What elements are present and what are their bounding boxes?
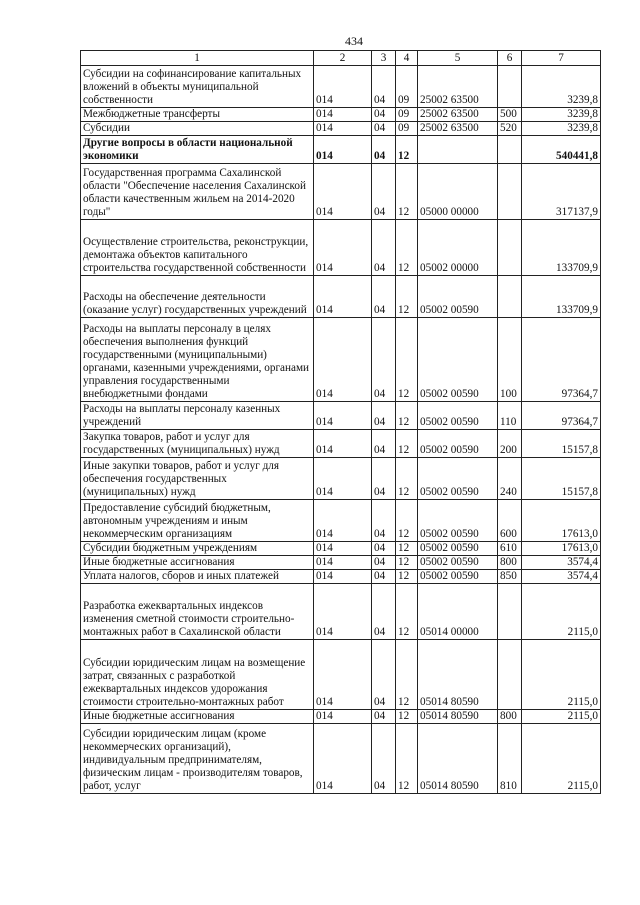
subsection-code-cell: 12 <box>396 556 418 570</box>
subsection-code-cell: 09 <box>396 108 418 122</box>
expense-type-cell: 520 <box>498 122 522 136</box>
subsection-code-cell: 12 <box>396 318 418 402</box>
target-code-cell: 05000 00000 <box>418 164 498 220</box>
target-code-cell: 05014 80590 <box>418 724 498 794</box>
target-code-cell: 05002 00590 <box>418 430 498 458</box>
row-name-cell: Иные закупки товаров, работ и услуг для обеспечения государственных (муниципальных) нужд <box>81 458 314 500</box>
amount-cell: 317137,9 <box>522 164 601 220</box>
target-code-cell: 05014 80590 <box>418 640 498 710</box>
table-row <box>81 556 601 570</box>
table-row <box>81 108 601 122</box>
table-row <box>81 724 601 794</box>
target-code-cell: 25002 63500 <box>418 66 498 108</box>
table-row <box>81 220 601 276</box>
subsection-code-cell: 12 <box>396 220 418 276</box>
admin-code-cell: 014 <box>314 570 372 584</box>
table-row <box>81 66 601 108</box>
section-code-cell: 04 <box>372 640 396 710</box>
table-row <box>81 430 601 458</box>
admin-code-cell: 014 <box>314 276 372 318</box>
admin-code-cell: 014 <box>314 710 372 724</box>
amount-cell: 97364,7 <box>522 318 601 402</box>
row-name-cell: Субсидии бюджетным учреждениям <box>81 542 314 556</box>
subsection-code-cell: 12 <box>396 640 418 710</box>
admin-code-cell: 014 <box>314 122 372 136</box>
expense-type-cell: 200 <box>498 430 522 458</box>
amount-cell: 540441,8 <box>522 136 601 164</box>
section-code-cell: 04 <box>372 220 396 276</box>
target-code-cell: 05002 00590 <box>418 570 498 584</box>
admin-code-cell: 014 <box>314 500 372 542</box>
expense-type-cell <box>498 276 522 318</box>
table-row <box>81 122 601 136</box>
row-name-cell: Разработка ежеквартальных индексов изменения сметной стоимости строительно-монтажных работ в Сахалинской области <box>81 584 314 640</box>
budget-table <box>80 50 601 794</box>
column-header: 6 <box>498 51 522 66</box>
row-name-cell: Осуществление строительства, реконструкции, демонтажа объектов капитального строительства государственной собственности <box>81 220 314 276</box>
row-name-cell: Другие вопросы в области национальной экономики <box>81 136 314 164</box>
section-code-cell: 04 <box>372 570 396 584</box>
row-name-cell: Субсидии на софинансирование капитальных вложений в объекты муниципальной собственности <box>81 66 314 108</box>
table-row <box>81 640 601 710</box>
admin-code-cell: 014 <box>314 640 372 710</box>
row-name-cell: Иные бюджетные ассигнования <box>81 556 314 570</box>
section-code-cell: 04 <box>372 276 396 318</box>
amount-cell: 15157,8 <box>522 458 601 500</box>
admin-code-cell: 014 <box>314 66 372 108</box>
admin-code-cell: 014 <box>314 220 372 276</box>
row-name-cell: Расходы на выплаты персоналу в целях обеспечения выполнения функций государственными (муниципальными) органами, казенными учреждениями, органами управления государственными внебюджетными фондами <box>81 318 314 402</box>
column-header: 4 <box>396 51 418 66</box>
expense-type-cell: 600 <box>498 500 522 542</box>
subsection-code-cell: 12 <box>396 570 418 584</box>
row-name-cell: Закупка товаров, работ и услуг для государственных (муниципальных) нужд <box>81 430 314 458</box>
column-header: 5 <box>418 51 498 66</box>
section-code-cell: 04 <box>372 108 396 122</box>
row-name-cell: Расходы на выплаты персоналу казенных учреждений <box>81 402 314 430</box>
amount-cell: 17613,0 <box>522 500 601 542</box>
expense-type-cell: 110 <box>498 402 522 430</box>
target-code-cell: 05002 00590 <box>418 500 498 542</box>
amount-cell: 3574,4 <box>522 556 601 570</box>
amount-cell: 133709,9 <box>522 276 601 318</box>
row-name-cell: Субсидии <box>81 122 314 136</box>
section-code-cell: 04 <box>372 122 396 136</box>
table-row <box>81 164 601 220</box>
subsection-code-cell: 12 <box>396 430 418 458</box>
subsection-code-cell: 12 <box>396 500 418 542</box>
subsection-code-cell: 12 <box>396 164 418 220</box>
subsection-code-cell: 12 <box>396 276 418 318</box>
expense-type-cell <box>498 584 522 640</box>
expense-type-cell <box>498 640 522 710</box>
column-header: 3 <box>372 51 396 66</box>
column-header: 2 <box>314 51 372 66</box>
amount-cell: 133709,9 <box>522 220 601 276</box>
subsection-code-cell: 09 <box>396 66 418 108</box>
amount-cell: 2115,0 <box>522 640 601 710</box>
target-code-cell: 05002 00590 <box>418 458 498 500</box>
expense-type-cell: 240 <box>498 458 522 500</box>
expense-type-cell: 810 <box>498 724 522 794</box>
amount-cell: 2115,0 <box>522 710 601 724</box>
target-code-cell: 05002 00590 <box>418 402 498 430</box>
expense-type-cell <box>498 164 522 220</box>
table-row <box>81 136 601 164</box>
admin-code-cell: 014 <box>314 430 372 458</box>
amount-cell: 3239,8 <box>522 108 601 122</box>
section-code-cell: 04 <box>372 66 396 108</box>
amount-cell: 3239,8 <box>522 66 601 108</box>
subsection-code-cell: 12 <box>396 584 418 640</box>
section-code-cell: 04 <box>372 136 396 164</box>
header-row <box>81 51 601 66</box>
amount-cell: 2115,0 <box>522 724 601 794</box>
table-row <box>81 710 601 724</box>
table-row <box>81 584 601 640</box>
section-code-cell: 04 <box>372 710 396 724</box>
expense-type-cell: 850 <box>498 570 522 584</box>
expense-type-cell: 500 <box>498 108 522 122</box>
expense-type-cell: 800 <box>498 710 522 724</box>
admin-code-cell: 014 <box>314 318 372 402</box>
expense-type-cell <box>498 136 522 164</box>
expense-type-cell <box>498 66 522 108</box>
expense-type-cell <box>498 220 522 276</box>
amount-cell: 17613,0 <box>522 542 601 556</box>
section-code-cell: 04 <box>372 542 396 556</box>
expense-type-cell: 800 <box>498 556 522 570</box>
table-row <box>81 318 601 402</box>
row-name-cell: Государственная программа Сахалинской области "Обеспечение населения Сахалинской области качественным жильем на 2014-2020 годы" <box>81 164 314 220</box>
expense-type-cell: 100 <box>498 318 522 402</box>
section-code-cell: 04 <box>372 164 396 220</box>
target-code-cell: 05014 00000 <box>418 584 498 640</box>
section-code-cell: 04 <box>372 556 396 570</box>
subsection-code-cell: 12 <box>396 710 418 724</box>
admin-code-cell: 014 <box>314 542 372 556</box>
section-code-cell: 04 <box>372 584 396 640</box>
target-code-cell: 05002 00590 <box>418 318 498 402</box>
row-name-cell: Межбюджетные трансферты <box>81 108 314 122</box>
row-name-cell: Предоставление субсидий бюджетным, автономным учреждениям и иным некоммерческим организациям <box>81 500 314 542</box>
section-code-cell: 04 <box>372 458 396 500</box>
expense-type-cell: 610 <box>498 542 522 556</box>
table-row <box>81 542 601 556</box>
amount-cell: 3574,4 <box>522 570 601 584</box>
admin-code-cell: 014 <box>314 724 372 794</box>
admin-code-cell: 014 <box>314 402 372 430</box>
admin-code-cell: 014 <box>314 108 372 122</box>
subsection-code-cell: 09 <box>396 122 418 136</box>
target-code-cell: 05014 80590 <box>418 710 498 724</box>
section-code-cell: 04 <box>372 402 396 430</box>
column-header: 7 <box>522 51 601 66</box>
target-code-cell: 05002 00590 <box>418 542 498 556</box>
section-code-cell: 04 <box>372 430 396 458</box>
column-header: 1 <box>81 51 314 66</box>
subsection-code-cell: 12 <box>396 542 418 556</box>
section-code-cell: 04 <box>372 318 396 402</box>
row-name-cell: Субсидии юридическим лицам (кроме некоммерческих организаций), индивидуальным предпринимателям, физическим лицам - производителям товаров, работ, услуг <box>81 724 314 794</box>
table-row <box>81 570 601 584</box>
target-code-cell: 05002 00000 <box>418 220 498 276</box>
section-code-cell: 04 <box>372 724 396 794</box>
amount-cell: 3239,8 <box>522 122 601 136</box>
target-code-cell: 05002 00590 <box>418 556 498 570</box>
target-code-cell: 05002 00590 <box>418 276 498 318</box>
table-row <box>81 276 601 318</box>
row-name-cell: Уплата налогов, сборов и иных платежей <box>81 570 314 584</box>
subsection-code-cell: 12 <box>396 136 418 164</box>
target-code-cell <box>418 136 498 164</box>
subsection-code-cell: 12 <box>396 724 418 794</box>
section-code-cell: 04 <box>372 500 396 542</box>
table-row <box>81 458 601 500</box>
amount-cell: 97364,7 <box>522 402 601 430</box>
subsection-code-cell: 12 <box>396 402 418 430</box>
table-row <box>81 500 601 542</box>
admin-code-cell: 014 <box>314 164 372 220</box>
row-name-cell: Субсидии юридическим лицам на возмещение затрат, связанных с разработкой ежеквартальных индексов удорожания стоимости строительно-монтажных работ <box>81 640 314 710</box>
subsection-code-cell: 12 <box>396 458 418 500</box>
admin-code-cell: 014 <box>314 584 372 640</box>
target-code-cell: 25002 63500 <box>418 108 498 122</box>
row-name-cell: Иные бюджетные ассигнования <box>81 710 314 724</box>
admin-code-cell: 014 <box>314 556 372 570</box>
row-name-cell: Расходы на обеспечение деятельности (оказание услуг) государственных учреждений <box>81 276 314 318</box>
amount-cell: 2115,0 <box>522 584 601 640</box>
admin-code-cell: 014 <box>314 458 372 500</box>
table-row <box>81 402 601 430</box>
target-code-cell: 25002 63500 <box>418 122 498 136</box>
admin-code-cell: 014 <box>314 136 372 164</box>
page-number: 434 <box>345 34 363 48</box>
amount-cell: 15157,8 <box>522 430 601 458</box>
